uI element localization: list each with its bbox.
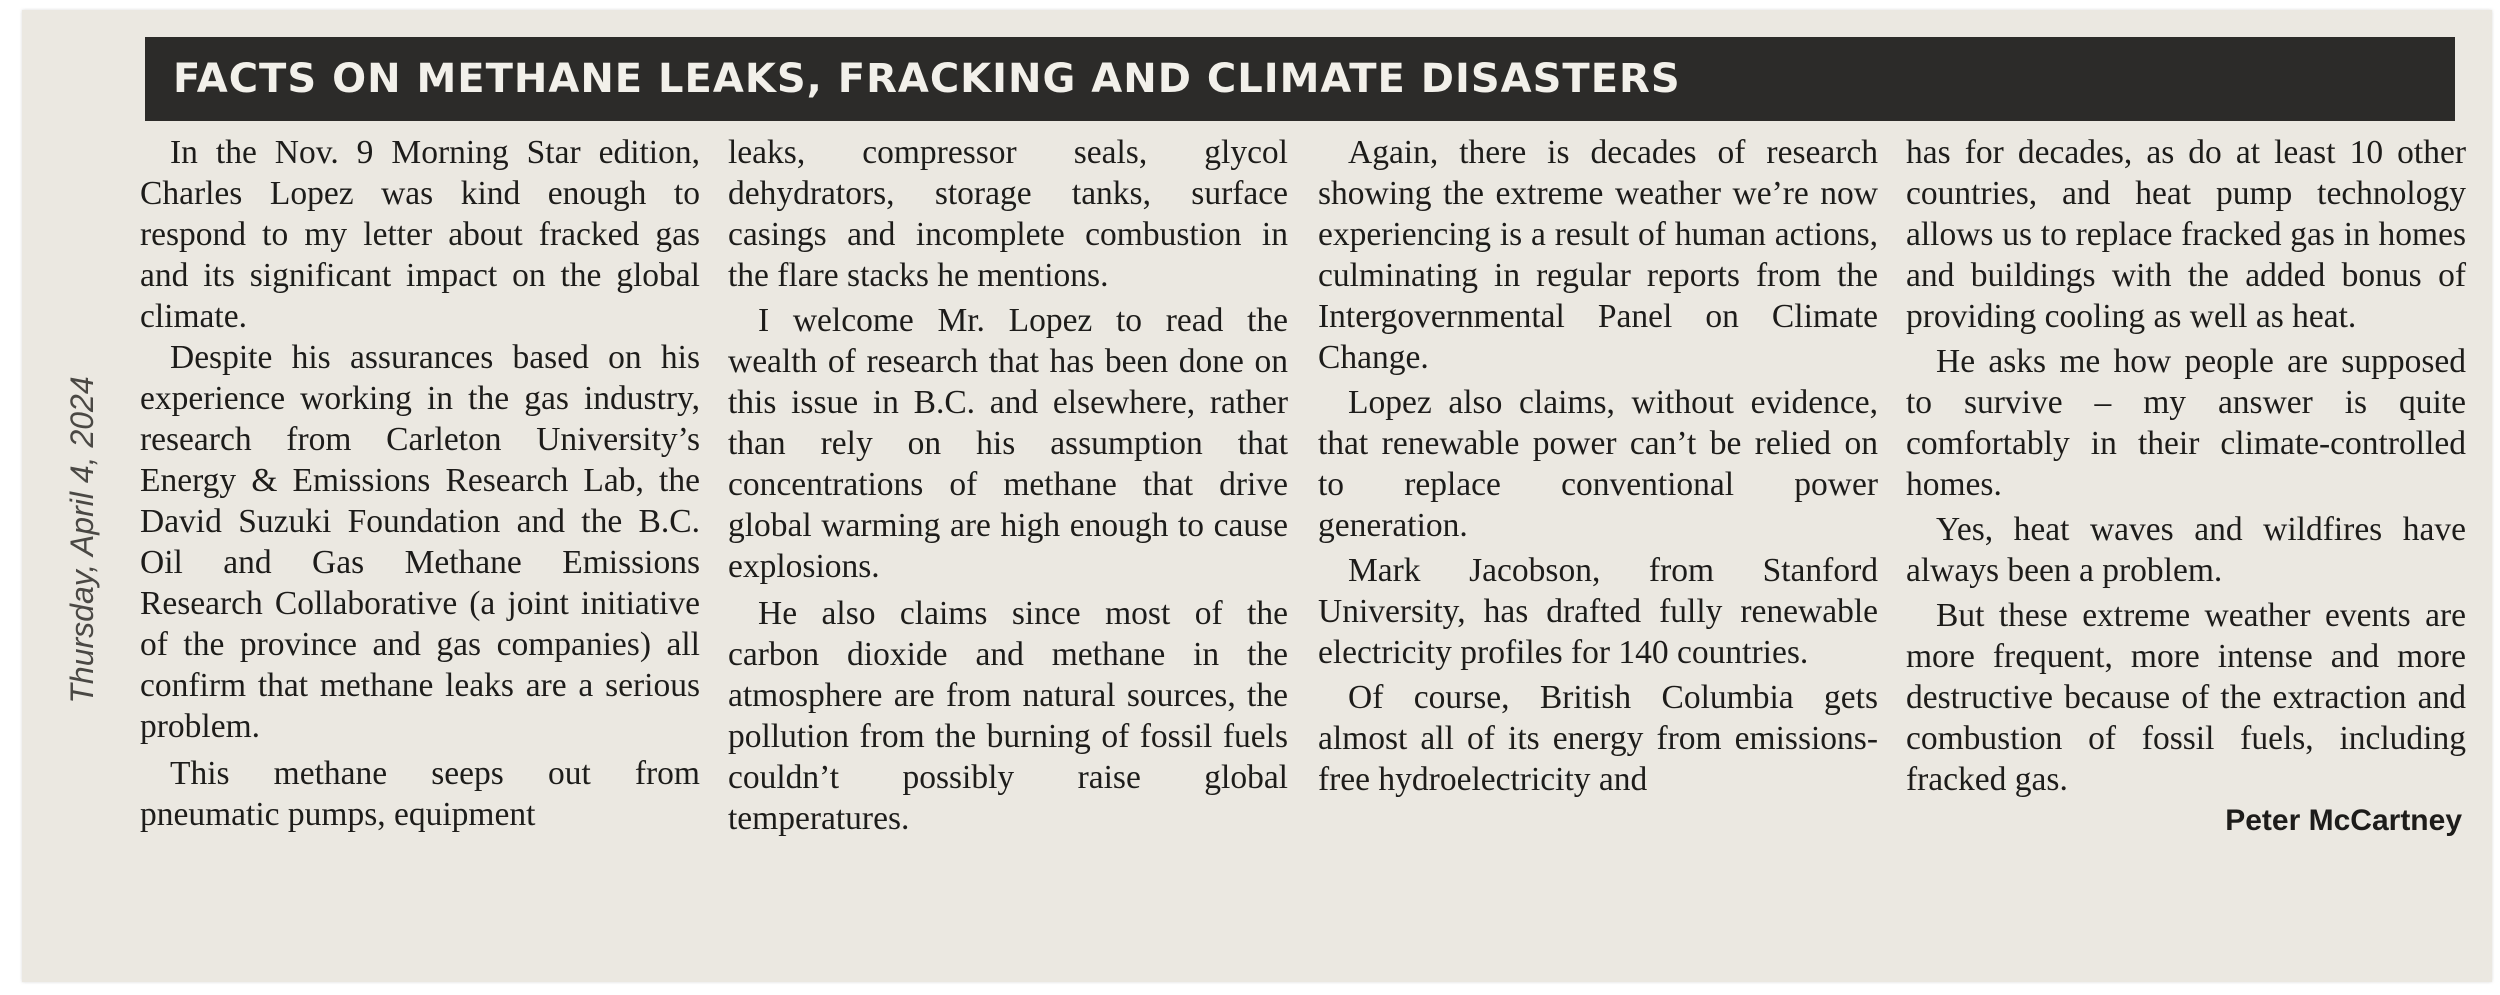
column-4 [1906,132,2466,838]
dateline: Thursday, April 4, 2024 [64,376,100,704]
column-1 [140,132,700,835]
paragraph: He asks me how people are supposed to survive – my answer is quite comfortably in their climate-controlled homes. [1906,343,2466,503]
paragraph: Of course, British Columbia gets almost all of its energy from emissions-free hydroelectricity and [1318,679,1878,798]
headline: FACTS ON METHANE LEAKS, FRACKING AND CLIMATE DISASTERS [173,56,1681,102]
paragraph: In the Nov. 9 Morning Star edition, Charles Lopez was kind enough to respond to my letter about fracked gas and its significant impact on the global climate. [140,134,700,335]
headline-bar [145,37,2455,121]
paragraph: Mark Jacobson, from Stanford University, has drafted fully renewable electricity profiles for 140 countries. [1318,552,1878,671]
paragraph: Again, there is decades of research showing the extreme weather we’re now experiencing is a result of human actions, culminating in regular reports from the Intergovernmental Panel on Climate Change. [1318,134,1878,376]
paragraph: I welcome Mr. Lopez to read the wealth of research that has been done on this issue in B.C. and elsewhere, rather than rely on his assumption that concentrations of methane that drive global warming are high enough to cause explosions. [728,302,1288,585]
paragraph: Lopez also claims, without evidence, that renewable power can’t be relied on to replace conventional power generation. [1318,384,1878,544]
paragraph: leaks, compressor seals, glycol dehydrators, storage tanks, surface casings and incomplete combustion in the flare stacks he mentions. [728,134,1288,294]
paragraph: Yes, heat waves and wildfires have always been a problem. [1906,511,2466,589]
article-body [140,132,2466,942]
author-signature: Peter McCartney [2225,804,2462,837]
paragraph: Despite his assurances based on his experience working in the gas industry, research from Carleton University’s Energy & Emissions Research Lab, the David Suzuki Foundation and the B.C. Oil and Gas Methane Emissions Research Collaborative (a joint initiative of the province and gas companies) all confirm that methane leaks are a serious problem. [140,339,700,745]
paragraph: has for decades, as do at least 10 other countries, and heat pump technology allows us to replace fracked gas in homes and buildings with the added bonus of providing cooling as well as heat. [1906,134,2466,335]
paragraph: But these extreme weather events are more frequent, more intense and more destructive because of the extraction and combustion of fossil fuels, including fracked gas. [1906,597,2466,798]
paragraph: This methane seeps out from pneumatic pumps, equipment [140,755,700,833]
column-2 [728,132,1288,839]
paragraph: He also claims since most of the carbon dioxide and methane in the atmosphere are from natural sources, the pollution from the burning of fossil fuels couldn’t possibly raise global temperatures. [728,595,1288,837]
column-3 [1318,132,1878,800]
